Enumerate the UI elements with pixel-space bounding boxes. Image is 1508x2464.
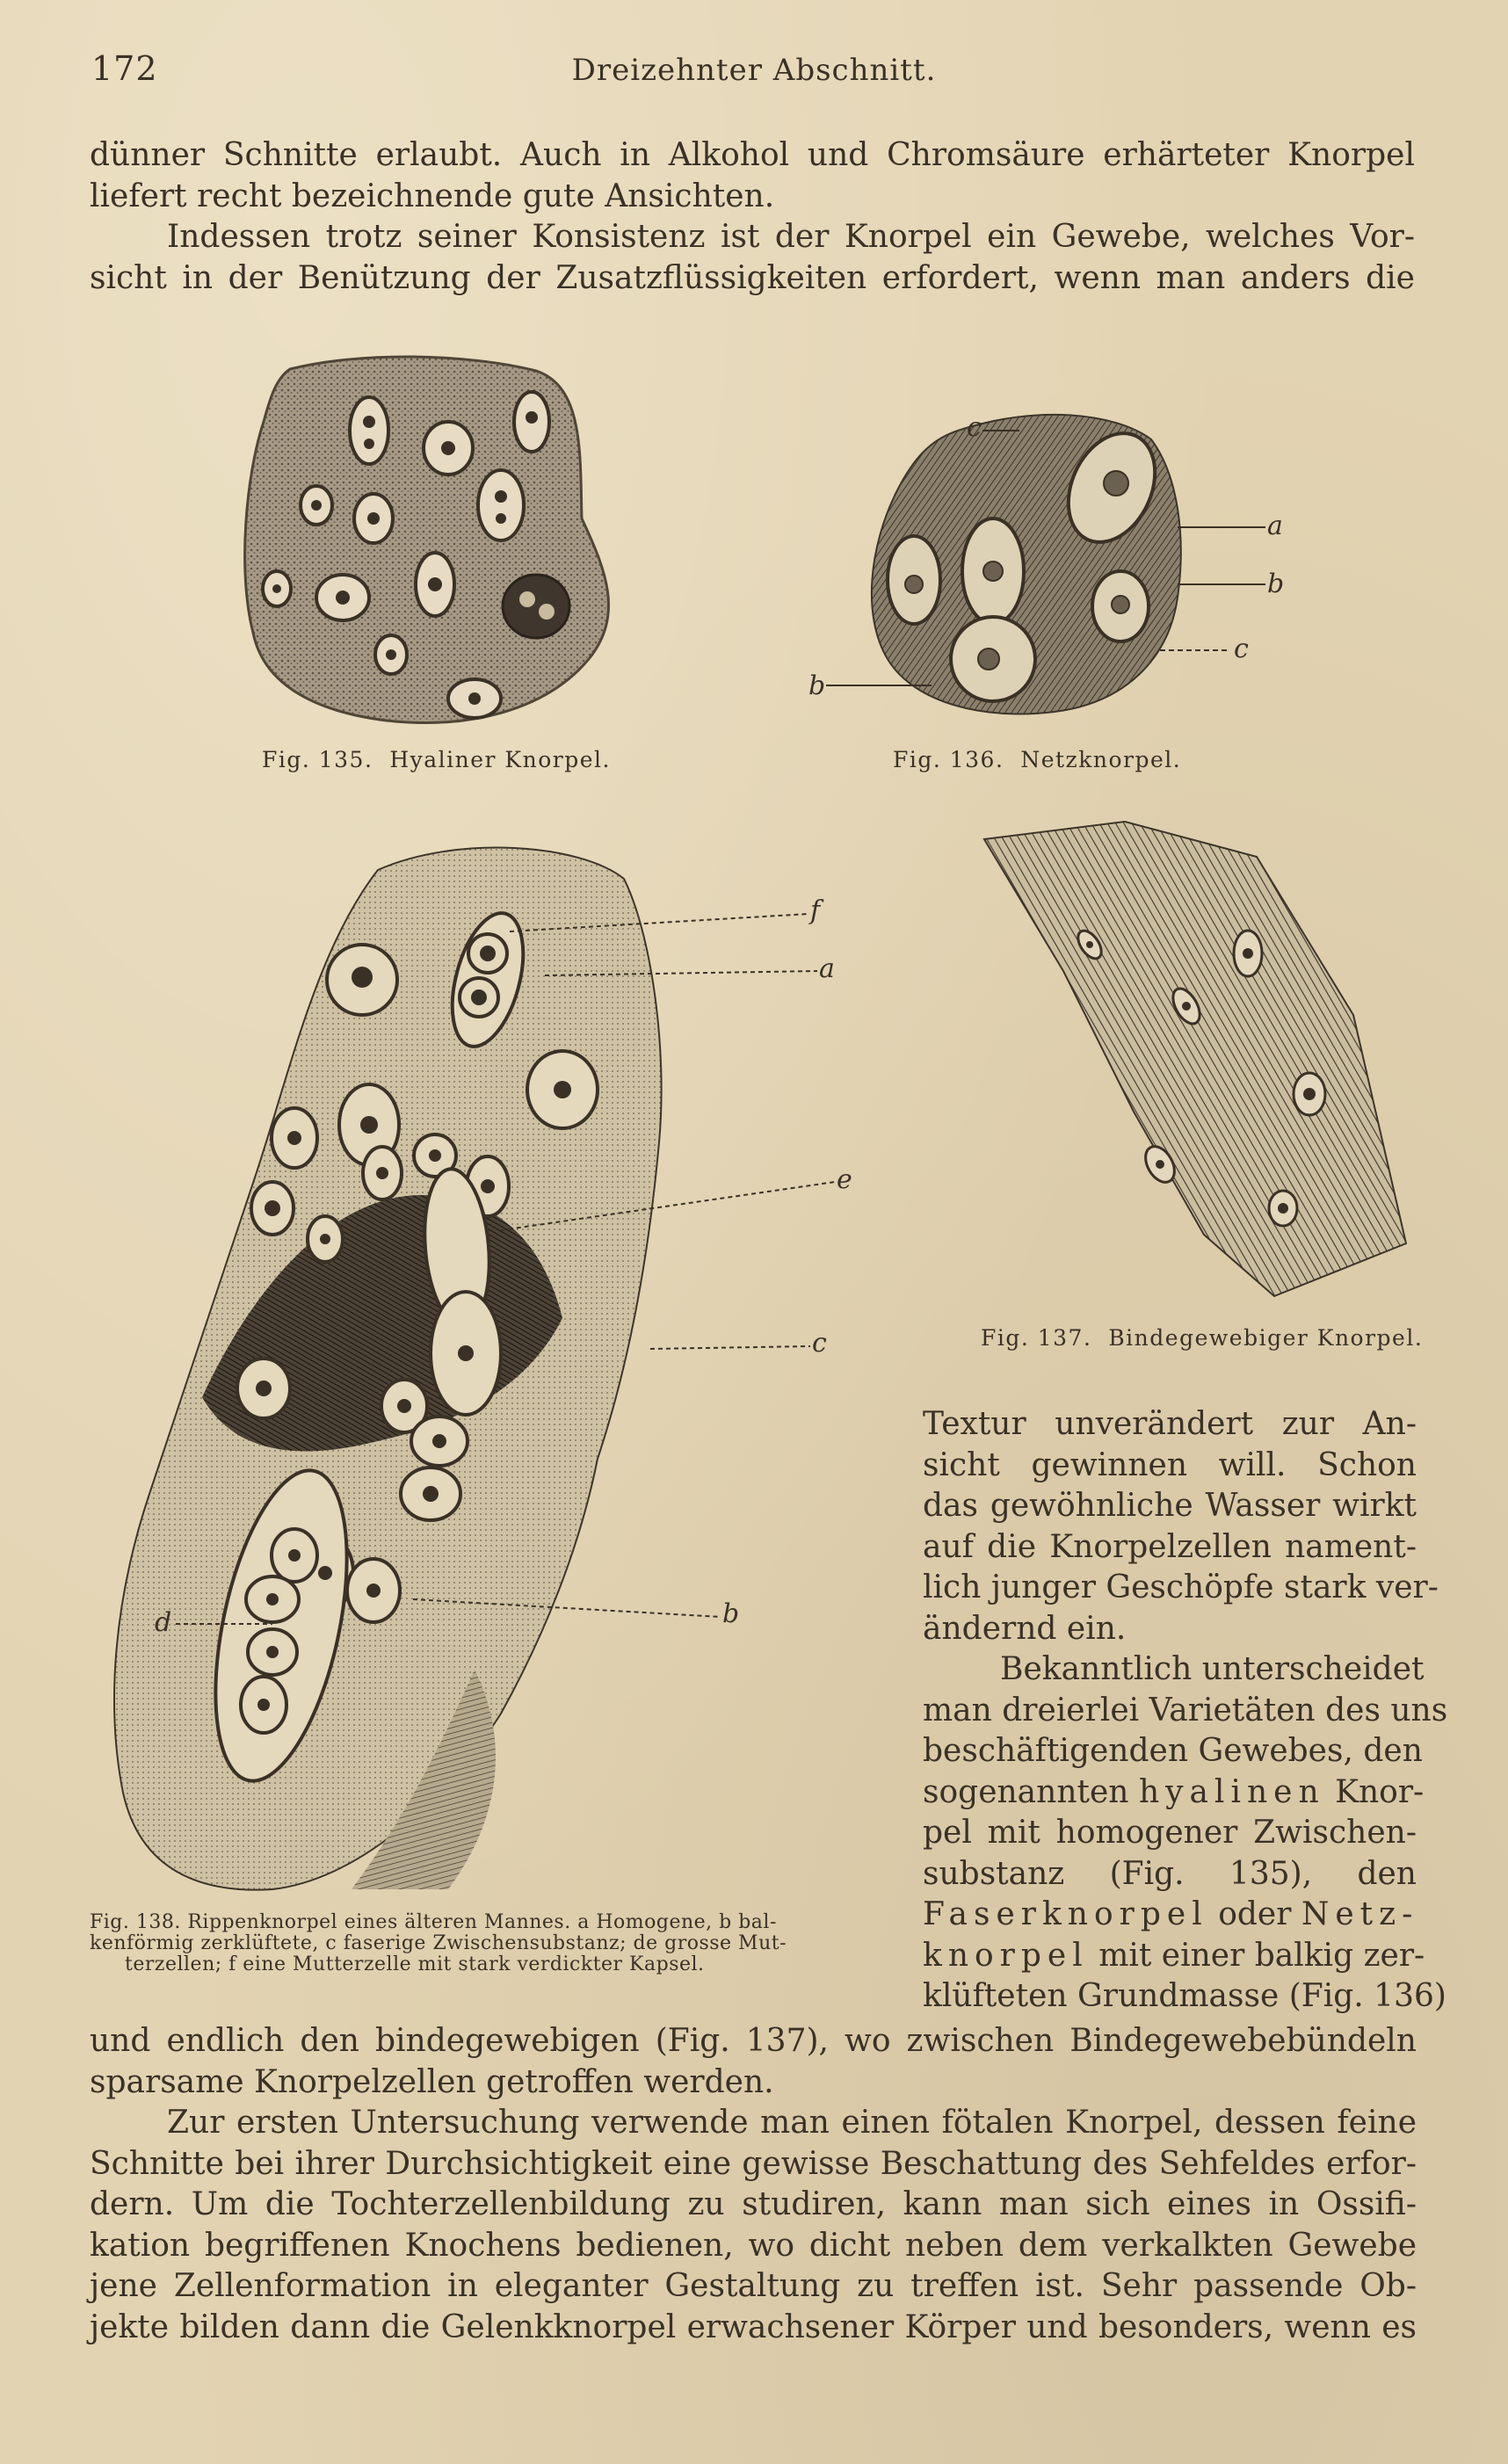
top-text-block	[90, 135, 1415, 299]
emphasis-term: hyalinen	[1138, 1773, 1325, 1810]
figure-135-illustration	[237, 351, 633, 738]
text-line: jekte bilden dann die Gelenkknorpel erwachsener Körper und besonders, wenn es	[90, 2308, 1417, 2345]
figure-138-caption	[90, 1912, 886, 1975]
text-line: Bekanntlich unterscheidet	[1000, 1651, 1425, 1687]
text-line: Indessen trotz seiner Konsistenz ist der Knorpel ein Gewebe, welches Vor-	[167, 219, 1415, 255]
page-number: 172	[91, 49, 158, 88]
text-fragment: Knor-	[1335, 1773, 1425, 1810]
label-d: d	[155, 1607, 172, 1638]
text-line: sparsame Knorpelzellen getroffen werden.	[90, 2063, 774, 2100]
label-b: b	[808, 670, 826, 701]
label-b: b	[1267, 569, 1285, 599]
text-line: Schnitte bei ihrer Durchsichtigkeit eine gewisse Beschattung des Sehfeldes erfor-	[90, 2145, 1417, 2182]
caption-line: terzellen; f eine Mutterzelle mit stark verdickter Kapsel.	[125, 1953, 705, 1975]
text-fragment: mit einer balkig zer-	[1098, 1937, 1425, 1974]
text-line: substanz (Fig. 135), den	[923, 1855, 1417, 1892]
figure-135-caption	[262, 747, 611, 772]
label-c: c	[812, 1328, 827, 1359]
text-line: Textur unverändert zur An-	[923, 1406, 1417, 1442]
text-line: das gewöhnliche Wasser wirkt	[923, 1488, 1417, 1524]
text-line	[923, 1895, 1417, 1936]
figure-title: Bindegewebiger Knorpel.	[1108, 1325, 1424, 1351]
side-text-block	[923, 1404, 1448, 2018]
text-line: liefert recht bezeichnende gute Ansichten.	[90, 178, 775, 214]
emphasis-term: Faserknorpel	[923, 1896, 1208, 1932]
label-c: c	[967, 412, 982, 443]
figure-136-caption	[893, 747, 1181, 772]
text-line: auf die Knorpelzellen nament-	[923, 1528, 1417, 1565]
figure-137-illustration	[984, 822, 1415, 1296]
label-a: a	[1267, 511, 1283, 541]
figure-138-illustration	[88, 826, 879, 1907]
figure-number: Fig. 137.	[981, 1325, 1092, 1351]
label-f: f	[810, 895, 821, 926]
text-line: klüfteten Grundmasse (Fig. 136)	[923, 1978, 1446, 2014]
caption-line: Fig. 138. Rippenknorpel eines älteren Mannes. a Homogene, b bal-	[90, 1911, 777, 1933]
text-fragment: sogenannten	[923, 1773, 1129, 1810]
running-title: Dreizehnter Abschnitt.	[571, 53, 937, 88]
label-c: c	[1234, 634, 1249, 664]
text-line: dern. Um die Tochterzellenbildung zu studiren, kann man sich eines in Ossifi-	[90, 2186, 1417, 2222]
text-line: ändernd ein.	[923, 1610, 1127, 1647]
text-line: dünner Schnitte erlaubt. Auch in Alkohol und Chromsäure erhärteter Knorpel	[90, 137, 1415, 173]
emphasis-term: Netz-	[1301, 1896, 1419, 1932]
figure-137-caption	[981, 1325, 1423, 1351]
text-fragment: oder	[1218, 1896, 1292, 1932]
text-line: sicht in der Benützung der Zusatzflüssigkeiten erfordert, wenn man anders die	[90, 259, 1415, 296]
text-line: jene Zellenformation in eleganter Gestaltung zu treffen ist. Sehr passende Ob-	[90, 2268, 1417, 2304]
text-line: man dreierlei Varietäten des uns	[923, 1692, 1448, 1728]
emphasis-term: knorpel	[923, 1937, 1089, 1974]
figure-title: Hyaliner Knorpel.	[389, 747, 611, 772]
text-line: beschäftigenden Gewebes, den	[923, 1733, 1423, 1769]
text-line	[923, 1936, 1425, 1977]
text-line: und endlich den bindegewebigen (Fig. 137), wo zwischen Bindegewebebündeln	[90, 2023, 1417, 2059]
label-a: a	[819, 953, 835, 984]
text-line: pel mit homogener Zwischen-	[923, 1815, 1417, 1851]
bottom-text-block	[90, 2021, 1417, 2348]
figure-number: Fig. 135.	[262, 747, 373, 772]
text-line: kation begriffenen Knochens bedienen, wo dicht neben dem verkalkten Gewebe	[90, 2227, 1417, 2264]
text-line: Zur ersten Untersuchung verwende man einen fötalen Knorpel, dessen feine	[167, 2105, 1417, 2141]
figure-136-illustration	[808, 404, 1301, 747]
text-line	[923, 1772, 1425, 1814]
text-line: lich junger Geschöpfe stark ver-	[923, 1569, 1439, 1605]
label-b: b	[722, 1598, 740, 1629]
label-e: e	[837, 1164, 852, 1195]
caption-line: kenförmig zerklüftete, c faserige Zwischensubstanz; de grosse Mut-	[90, 1932, 787, 1954]
figure-title: Netzknorpel.	[1020, 747, 1182, 772]
figure-number: Fig. 136.	[893, 747, 1004, 772]
text-line: sicht gewinnen will. Schon	[923, 1446, 1417, 1483]
